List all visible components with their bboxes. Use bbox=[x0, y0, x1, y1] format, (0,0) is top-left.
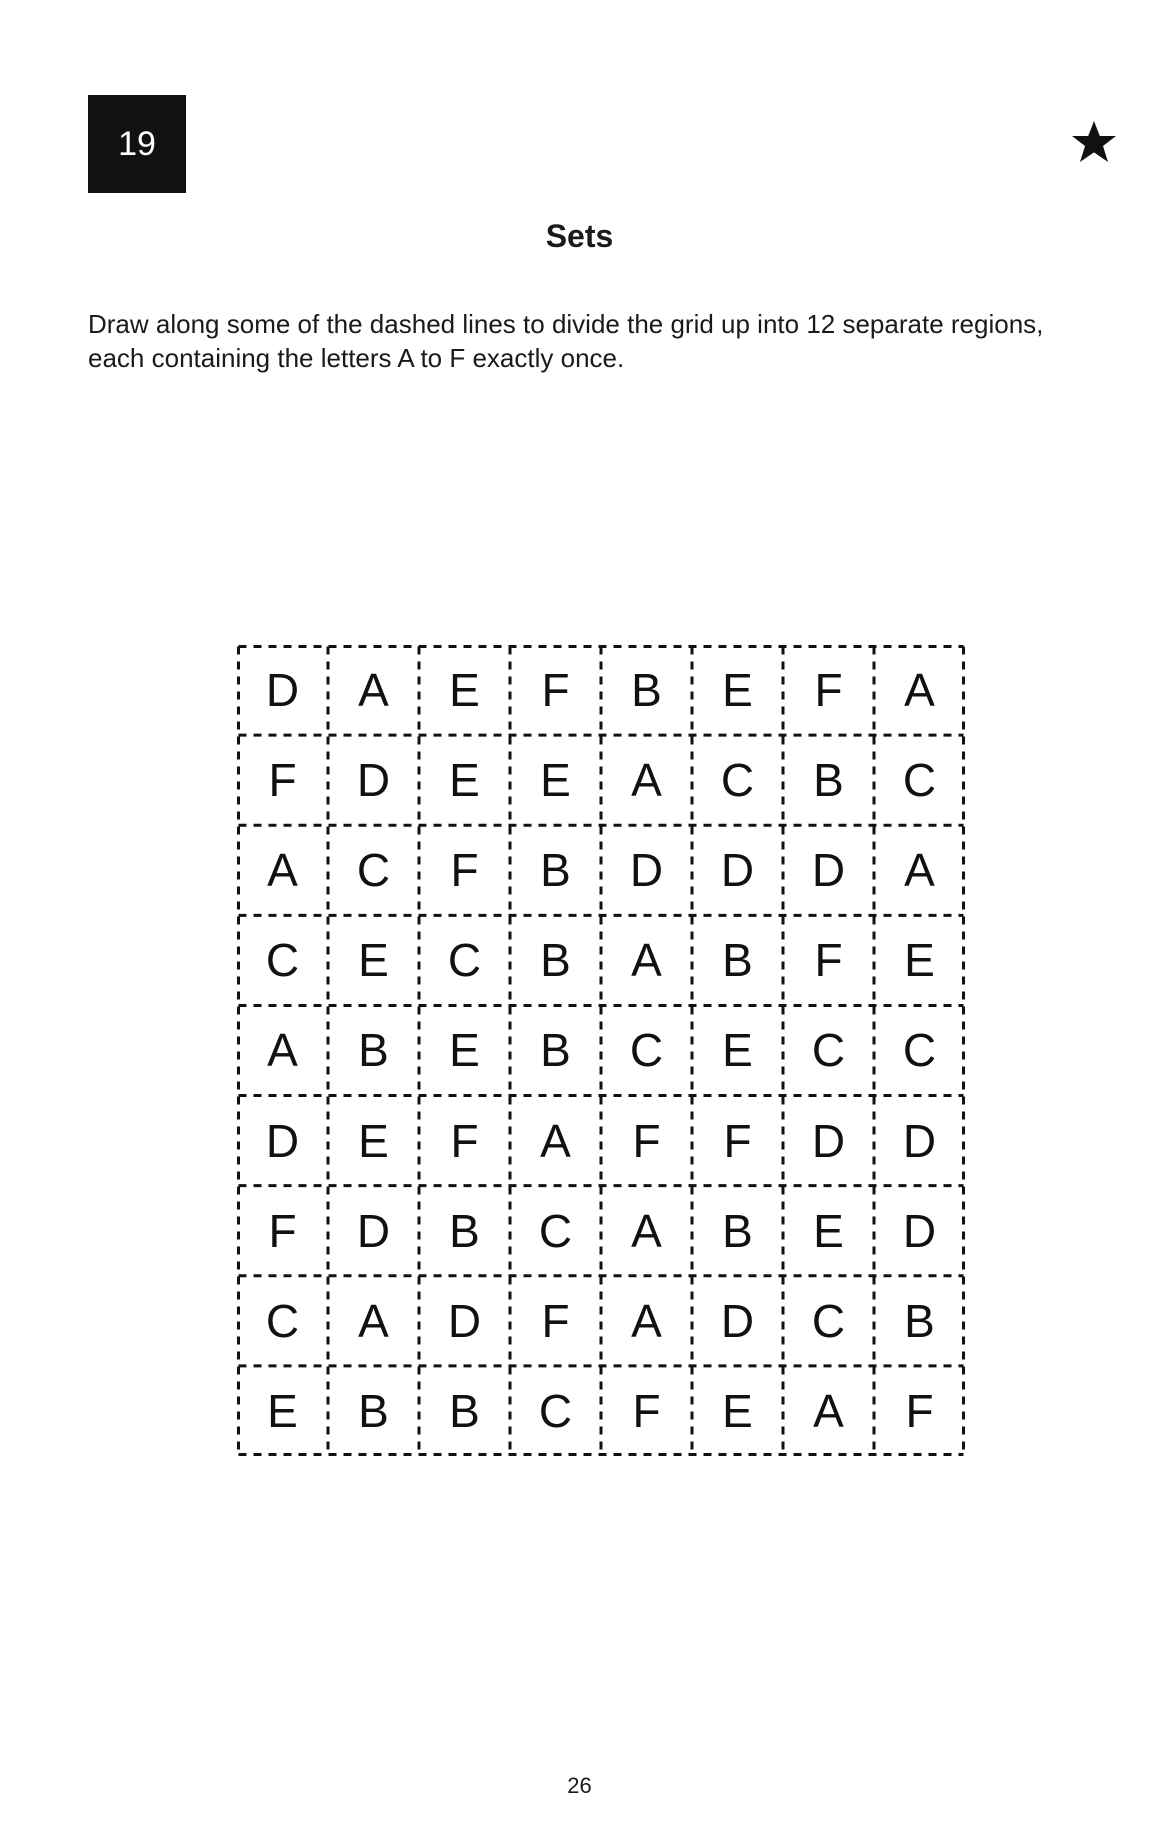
grid-cell: B bbox=[449, 1384, 480, 1437]
grid-cell: E bbox=[722, 1024, 753, 1077]
grid-cell: A bbox=[631, 754, 662, 807]
grid-cell: C bbox=[538, 1204, 573, 1257]
grid-cell: B bbox=[358, 1384, 389, 1437]
grid-cell: F bbox=[632, 1384, 661, 1437]
grid-cell: F bbox=[268, 754, 297, 807]
grid-cell: C bbox=[811, 1294, 846, 1347]
grid-cell: F bbox=[268, 1204, 297, 1257]
grid-cell: E bbox=[722, 1384, 753, 1437]
grid-cell: C bbox=[356, 844, 391, 897]
grid-cell: D bbox=[811, 844, 846, 897]
puzzle-number: 19 bbox=[118, 124, 156, 163]
grid-cell: A bbox=[631, 1294, 662, 1347]
grid-cell: C bbox=[902, 1024, 937, 1077]
grid-cell: B bbox=[540, 844, 571, 897]
grid-cell: A bbox=[267, 1024, 298, 1077]
grid-cell: C bbox=[629, 1024, 664, 1077]
grid-cell: B bbox=[449, 1204, 480, 1257]
grid-cell: A bbox=[631, 1204, 662, 1257]
grid-cells bbox=[237, 645, 965, 1456]
grid-cell: D bbox=[356, 1204, 391, 1257]
grid-cell: D bbox=[811, 1114, 846, 1167]
grid-cell: C bbox=[538, 1384, 573, 1437]
grid-cell: D bbox=[265, 664, 300, 717]
grid-cell: F bbox=[450, 844, 479, 897]
grid-cell: C bbox=[447, 934, 482, 987]
grid-cell: A bbox=[904, 664, 935, 717]
grid-cell: F bbox=[814, 934, 843, 987]
grid-cell: D bbox=[902, 1204, 937, 1257]
grid-cell: C bbox=[265, 934, 300, 987]
grid-cell: A bbox=[631, 934, 662, 987]
grid-cell: F bbox=[541, 1294, 570, 1347]
grid-cell: D bbox=[720, 844, 755, 897]
grid-cell: E bbox=[358, 934, 389, 987]
letter-grid[interactable] bbox=[237, 645, 965, 1456]
puzzle-number-badge bbox=[88, 95, 186, 193]
grid-cell: D bbox=[356, 754, 391, 807]
grid-cell: C bbox=[265, 1294, 300, 1347]
star-icon bbox=[1070, 118, 1118, 166]
instructions: Draw along some of the dashed lines to divide the grid up into 12 separate regions, each containing the letters A to F exactly once. bbox=[88, 309, 1044, 373]
grid-cell: F bbox=[541, 664, 570, 717]
grid-cell: C bbox=[902, 754, 937, 807]
grid-cell: A bbox=[904, 844, 935, 897]
grid-cell: E bbox=[722, 664, 753, 717]
grid-cell: D bbox=[265, 1114, 300, 1167]
grid-cell: D bbox=[902, 1114, 937, 1167]
grid-cell: F bbox=[905, 1384, 934, 1437]
grid-cell: E bbox=[449, 754, 480, 807]
grid-cell: C bbox=[720, 754, 755, 807]
puzzle-title: Sets bbox=[545, 218, 614, 254]
grid-cell: A bbox=[813, 1384, 844, 1437]
grid-cell: D bbox=[720, 1294, 755, 1347]
grid-cell: A bbox=[358, 664, 389, 717]
grid-cell: B bbox=[722, 934, 753, 987]
grid-cell: A bbox=[358, 1294, 389, 1347]
grid-cell: F bbox=[723, 1114, 752, 1167]
grid-cell: E bbox=[449, 664, 480, 717]
grid-cell: F bbox=[814, 664, 843, 717]
grid-cell: C bbox=[811, 1024, 846, 1077]
grid-cell: A bbox=[540, 1114, 571, 1167]
grid-cell: B bbox=[631, 664, 662, 717]
grid-cell: F bbox=[632, 1114, 661, 1167]
grid-cell: B bbox=[540, 934, 571, 987]
grid-cell: B bbox=[722, 1204, 753, 1257]
grid-cell: B bbox=[358, 1024, 389, 1077]
grid-cell: A bbox=[267, 844, 298, 897]
page-number: 26 bbox=[567, 1773, 592, 1798]
grid-cell: D bbox=[447, 1294, 482, 1347]
grid-cell: E bbox=[813, 1204, 844, 1257]
grid-cell: E bbox=[358, 1114, 389, 1167]
grid-cell: E bbox=[904, 934, 935, 987]
grid-cell: E bbox=[540, 754, 571, 807]
grid-cell: B bbox=[813, 754, 844, 807]
grid-cell: E bbox=[267, 1384, 298, 1437]
grid-cell: F bbox=[450, 1114, 479, 1167]
grid-cell: D bbox=[629, 844, 664, 897]
grid-cell: B bbox=[540, 1024, 571, 1077]
grid-cell: E bbox=[449, 1024, 480, 1077]
grid-cell: B bbox=[904, 1294, 935, 1347]
